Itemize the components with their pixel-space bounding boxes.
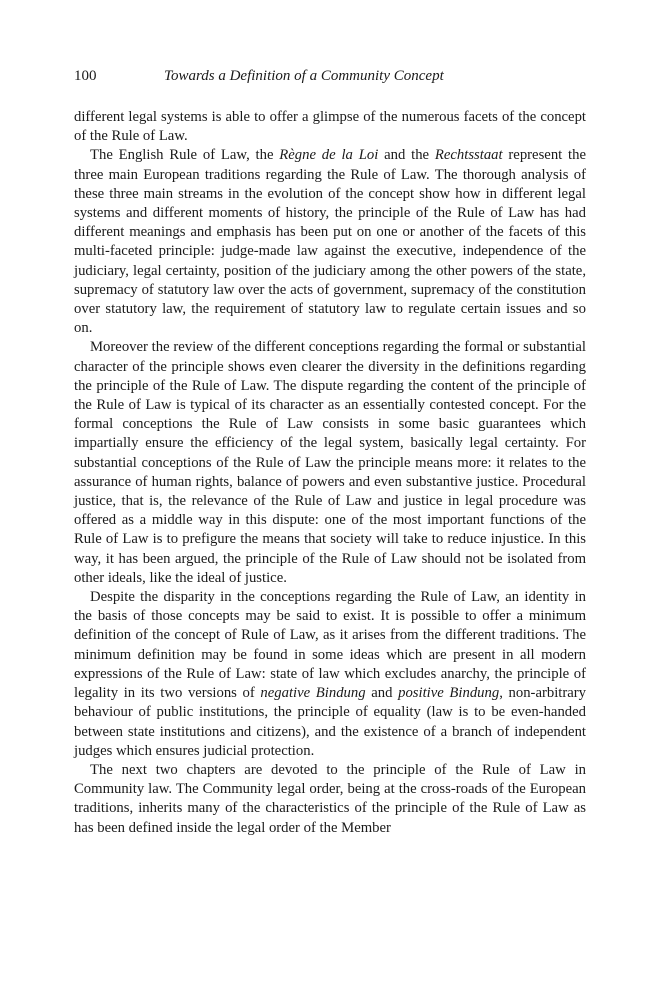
rechtsstaat-term: Rechtsstaat (434, 147, 503, 164)
paragraph-4-text-e: , non-arbitrary behaviour of public institutions, the principle of equality (law is to be even-handed between state institutions and citizens), and the existence of a branch of independent judges which ensures judicial protection. (74, 685, 586, 759)
paragraph-3: Moreover the review of the different conceptions regarding the formal or substantial character of the principle shows even clearer the diversity in the definitions regarding the principle of the Rule of Law. The dispute regarding the content of the principle of the Rule of Law is typical of its character as an essentially contested concept. For the formal conceptions the Rule of Law consists in some basic guarantees which impartially ensure the efficiency of the legal system, basically legal certainty. For substantial conceptions of the Rule of Law the principle means more: it relates to the assurance of human rights, balance of powers and even substantive justice. Procedural justice, that is, the relevance of the Rule of Law and justice in legal procedure was offered as a middle way in this dispute: one of the most important functions of the Rule of Law is to prefigure the means that society will take to reduce injustice. In this way, it has been argued, the principle of the Rule of Law should not be isolated from other ideals, like the ideal of justice. (74, 339, 586, 586)
paragraph-4 (74, 588, 586, 761)
book-page (74, 66, 586, 838)
paragraph-2-text-a: The English Rule of Law, the (90, 147, 280, 164)
paragraph-2 (74, 146, 586, 338)
positive-bindung-term: positive Bindung (398, 685, 500, 702)
paragraph-5: The next two chapters are devoted to the principle of the Rule of Law in Community law. The Community legal order, being at the cross-roads of the European traditions, inherits many of the characteristics of the principle of the Rule of Law as has been defined inside the legal order of the Member (74, 761, 586, 836)
page-number: 100 (74, 68, 97, 84)
paragraph-1: different legal systems is able to offer a glimpse of the numerous facets of the concept of the Rule of Law. (74, 109, 586, 145)
paragraph-2-text-c: and the (378, 147, 435, 164)
running-title: Towards a Definition of a Community Concept (164, 68, 444, 84)
body-text (74, 108, 586, 838)
paragraph-4-text-c: and (365, 685, 399, 702)
negative-bindung-term: negative Bindung (260, 685, 366, 702)
running-head (74, 66, 586, 86)
paragraph-2-text-e: represent the three main European traditions regarding the Rule of Law. The thorough analysis of these three main streams in the evolution of the concept show how in different legal systems and different moments of history, the principle of the Rule of Law has had different meanings and emphasis has been put on one or another of the facets of this multi-faceted principle: judge-made law against the executive, independence of the judiciary, legal certainty, position of the judiciary among the other powers of the state, supremacy of statutory law over the acts of government, supremacy of the constitution over statutory law, the requirement of statutory law to regulate certain issues and so on. (74, 147, 586, 337)
regne-de-la-loi-term: Règne de la Loi (279, 147, 379, 164)
paragraph-4-text-a: Despite the disparity in the conceptions regarding the Rule of Law, an identity in the basis of those concepts may be said to exist. It is possible to offer a minimum definition of the concept of Rule of Law, as it arises from the different traditions. The minimum definition may be found in some ideas which are present in all modern expressions of the Rule of Law: state of law which excludes anarchy, the principle of legality in its two versions of (74, 589, 586, 702)
